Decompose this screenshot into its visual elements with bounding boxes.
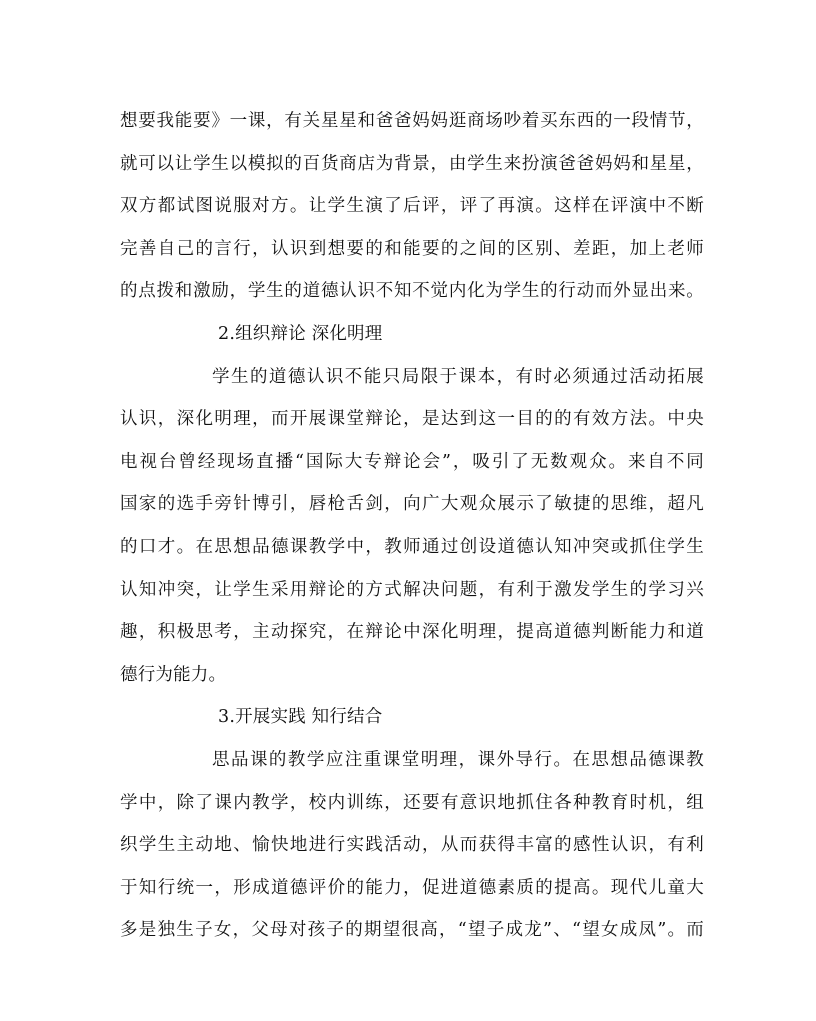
paragraph-1 [120, 100, 704, 313]
text-line: 认识，深化明理，而开展课堂辩论，是达到这一目的的有效方法。中央 [120, 409, 704, 430]
text-line: 的口才。在思想品德课教学中，教师通过创设道德认知冲突或抓住学生 [120, 536, 704, 557]
paragraph-3 [120, 739, 704, 952]
text-line: 趣，积极思考，主动探究，在辩论中深化明理，提高道德判断能力和道 [120, 622, 704, 643]
text-line: 双方都试图说服对方。让学生演了后评，评了再演。这样在评演中不断 [120, 196, 704, 217]
text-line: 学中，除了课内教学，校内训练，还要有意识地抓住各种教育时机，组 [120, 792, 704, 813]
section-heading-2: 2.组织辩论 深化明理 [218, 323, 383, 344]
text-line: 完善自己的言行，认识到想要的和能要的之间的区别、差距，加上老师 [120, 238, 704, 259]
text-line: 认知冲突，让学生采用辩论的方式解决问题，有利于激发学生的学习兴 [120, 579, 704, 600]
text-line: 思品课的教学应注重课堂明理，课外导行。在思想品德课教 [212, 749, 704, 770]
text-line: 电视台曾经现场直播“国际大专辩论会”，吸引了无数观众。来自不同 [120, 451, 704, 472]
text-line: 德行为能力。 [120, 664, 227, 685]
text-line: 织学生主动地、愉快地进行实践活动，从而获得丰富的感性认识，有利 [120, 835, 704, 856]
text-line: 的点拨和激励，学生的道德认识不知不觉内化为学生的行动而外显出来。 [120, 281, 704, 302]
text-line: 多是独生子女，父母对孩子的期望很高，“望子成龙”、“望女成凤”。而 [120, 920, 704, 941]
text-line: 于知行统一，形成道德评价的能力，促进道德素质的提高。现代儿童大 [120, 877, 704, 898]
text-line: 就可以让学生以模拟的百货商店为背景，由学生来扮演爸爸妈妈和星星， [120, 153, 704, 174]
text-line: 国家的选手旁针博引，唇枪舌剑，向广大观众展示了敏捷的思维，超凡 [120, 494, 704, 515]
section-heading-3: 3.开展实践 知行结合 [218, 707, 383, 728]
text-line: 学生的道德认识不能只局限于课本，有时必须通过活动拓展 [212, 366, 704, 387]
document-body [120, 100, 704, 952]
paragraph-2 [120, 356, 704, 697]
text-line: 想要我能要》一课，有关星星和爸爸妈妈逛商场吵着买东西的一段情节， [120, 111, 704, 131]
